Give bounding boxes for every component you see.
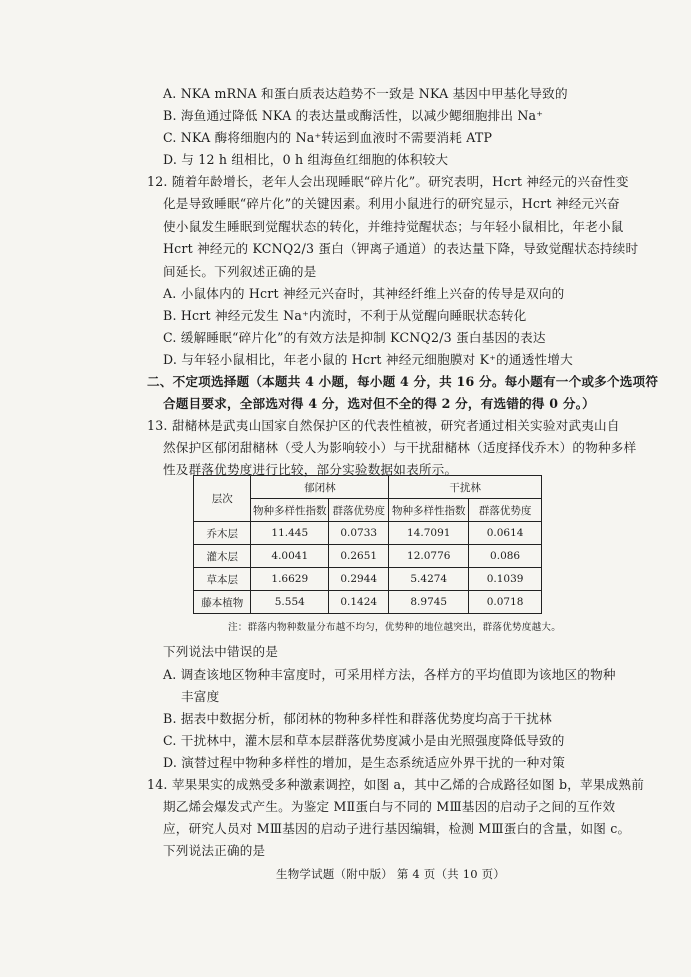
section-heading: 二、不定项选择题（本题共 4 小题，每小题 4 分，共 16 分。每小题有一个或多个选项符 xyxy=(147,374,659,389)
page-footer: 生物学试题（附中版） 第 4 页（共 10 页） xyxy=(276,867,506,881)
table-cell: 0.0718 xyxy=(469,591,542,614)
table-cell: 0.1039 xyxy=(469,568,542,591)
table-cell: 14.7091 xyxy=(389,522,469,545)
q13-option-b: B. 据表中数据分析，郁闭林的物种多样性和群落优势度均高于干扰林 xyxy=(163,711,552,726)
q14-stem-line: 下列说法正确的是 xyxy=(163,843,266,858)
q13-option-a-cont: 丰富度 xyxy=(181,689,220,704)
q11-option-c: C. NKA 酶将细胞内的 Na⁺转运到血液时不需要消耗 ATP xyxy=(163,130,493,145)
q12-option-c: C. 缓解睡眠“碎片化”的有效方法是抑制 KCNQ2/3 蛋白基因的表达 xyxy=(163,330,546,345)
table-cell: 0.2651 xyxy=(329,545,389,568)
data-table xyxy=(193,475,542,614)
table-note: 注：群落内物种数量分布越不均匀，优势种的地位越突出，群落优势度越大。 xyxy=(228,622,561,633)
table-cell: 0.0614 xyxy=(469,522,542,545)
table-cell: 11.445 xyxy=(251,522,329,545)
q13-option-a: A. 调查该地区物种丰富度时，可采用样方法，各样方的平均值即为该地区的物种 xyxy=(163,667,616,682)
q13-option-c: C. 干扰林中，灌木层和草本层群落优势度减小是由光照强度降低导致的 xyxy=(163,733,565,748)
q12-stem-line: 使小鼠发生睡眠到觉醒状态的转化，并维持觉醒状态；与年轻小鼠相比，年老小鼠 xyxy=(163,219,624,234)
table-group-header: 郁闭林 xyxy=(251,476,389,499)
q13-prompt: 下列说法中错误的是 xyxy=(163,644,279,659)
table-corner-cell: 层次 xyxy=(194,476,251,522)
table-cell: 草本层 xyxy=(194,568,251,591)
table-cell: 灌木层 xyxy=(194,545,251,568)
q12-stem-line: 化是导致睡眠“碎片化”的关键因素。利用小鼠进行的研究显示，Hcrt 神经元兴奋 xyxy=(163,196,620,211)
table-cell: 12.0776 xyxy=(389,545,469,568)
table-row xyxy=(194,568,542,591)
q11-option-a: A. NKA mRNA 和蛋白质表达趋势不一致是 NKA 基因中甲基化导致的 xyxy=(163,86,568,101)
table-cell: 5.4274 xyxy=(389,568,469,591)
q12-stem-line: 12. 随着年龄增长，老年人会出现睡眠“碎片化”。研究表明，Hcrt 神经元的兴奋性变 xyxy=(147,174,629,189)
table-cell: 0.086 xyxy=(469,545,542,568)
section-heading: 合题目要求，全部选对得 4 分，选对但不全的得 2 分，有选错的得 0 分。） xyxy=(163,396,595,411)
table-cell: 4.0041 xyxy=(251,545,329,568)
table-cell: 0.2944 xyxy=(329,568,389,591)
table-sub-header: 群落优势度 xyxy=(469,499,542,522)
q11-option-d: D. 与 12 h 组相比，0 h 组海鱼红细胞的体积较大 xyxy=(163,152,449,167)
q13-stem-line: 然保护区郁闭甜槠林（受人为影响较小）与干扰甜槠林（适度择伐乔木）的物种多样 xyxy=(163,440,637,455)
table-row xyxy=(194,545,542,568)
q12-option-b: B. Hcrt 神经元发生 Na⁺内流时，不利于从觉醒向睡眠状态转化 xyxy=(163,308,527,323)
table-sub-header: 物种多样性指数 xyxy=(251,499,329,522)
table-cell: 5.554 xyxy=(251,591,329,614)
table-cell: 藤本植物 xyxy=(194,591,251,614)
table-row xyxy=(194,591,542,614)
q13-stem-line: 性及群落优势度进行比较，部分实验数据如表所示。 xyxy=(163,462,458,477)
table-sub-header: 群落优势度 xyxy=(329,499,389,522)
q12-stem-line: 间延长。下列叙述正确的是 xyxy=(163,264,317,279)
q14-stem-line: 期乙烯会爆发式产生。为鉴定 MⅡ蛋白与不同的 MⅢ基因的启动子之间的互作效 xyxy=(163,799,616,814)
q13-option-d: D. 演替过程中物种多样性的增加，是生态系统适应外界干扰的一种对策 xyxy=(163,755,566,770)
table-cell: 1.6629 xyxy=(251,568,329,591)
q12-option-a: A. 小鼠体内的 Hcrt 神经元兴奋时，其神经纤维上兴奋的传导是双向的 xyxy=(163,286,565,301)
table-group-header: 干扰林 xyxy=(389,476,542,499)
table-cell: 0.0733 xyxy=(329,522,389,545)
q14-stem-line: 应，研究人员对 MⅢ基因的启动子进行基因编辑，检测 MⅢ蛋白的含量，如图 c。 xyxy=(163,821,631,836)
table-sub-header: 物种多样性指数 xyxy=(389,499,469,522)
table-cell: 8.9745 xyxy=(389,591,469,614)
table-cell: 0.1424 xyxy=(329,591,389,614)
table-cell: 乔木层 xyxy=(194,522,251,545)
q12-stem-line: Hcrt 神经元的 KCNQ2/3 蛋白（钾离子通道）的表达量下降，导致觉醒状态持续时 xyxy=(163,241,639,256)
q13-stem-line: 13. 甜槠林是武夷山国家自然保护区的代表性植被，研究者通过相关实验对武夷山自 xyxy=(147,418,620,433)
q11-option-b: B. 海鱼通过降低 NKA 的表达量或酶活性，以减少鳃细胞排出 Na⁺ xyxy=(163,108,544,123)
q14-stem-line: 14. 苹果果实的成熟受多种激素调控，如图 a，其中乙烯的合成路径如图 b，苹果成熟前 xyxy=(147,777,644,792)
table-row xyxy=(194,522,542,545)
q12-option-d: D. 与年轻小鼠相比，年老小鼠的 Hcrt 神经元细胞膜对 K⁺的通透性增大 xyxy=(163,352,573,367)
